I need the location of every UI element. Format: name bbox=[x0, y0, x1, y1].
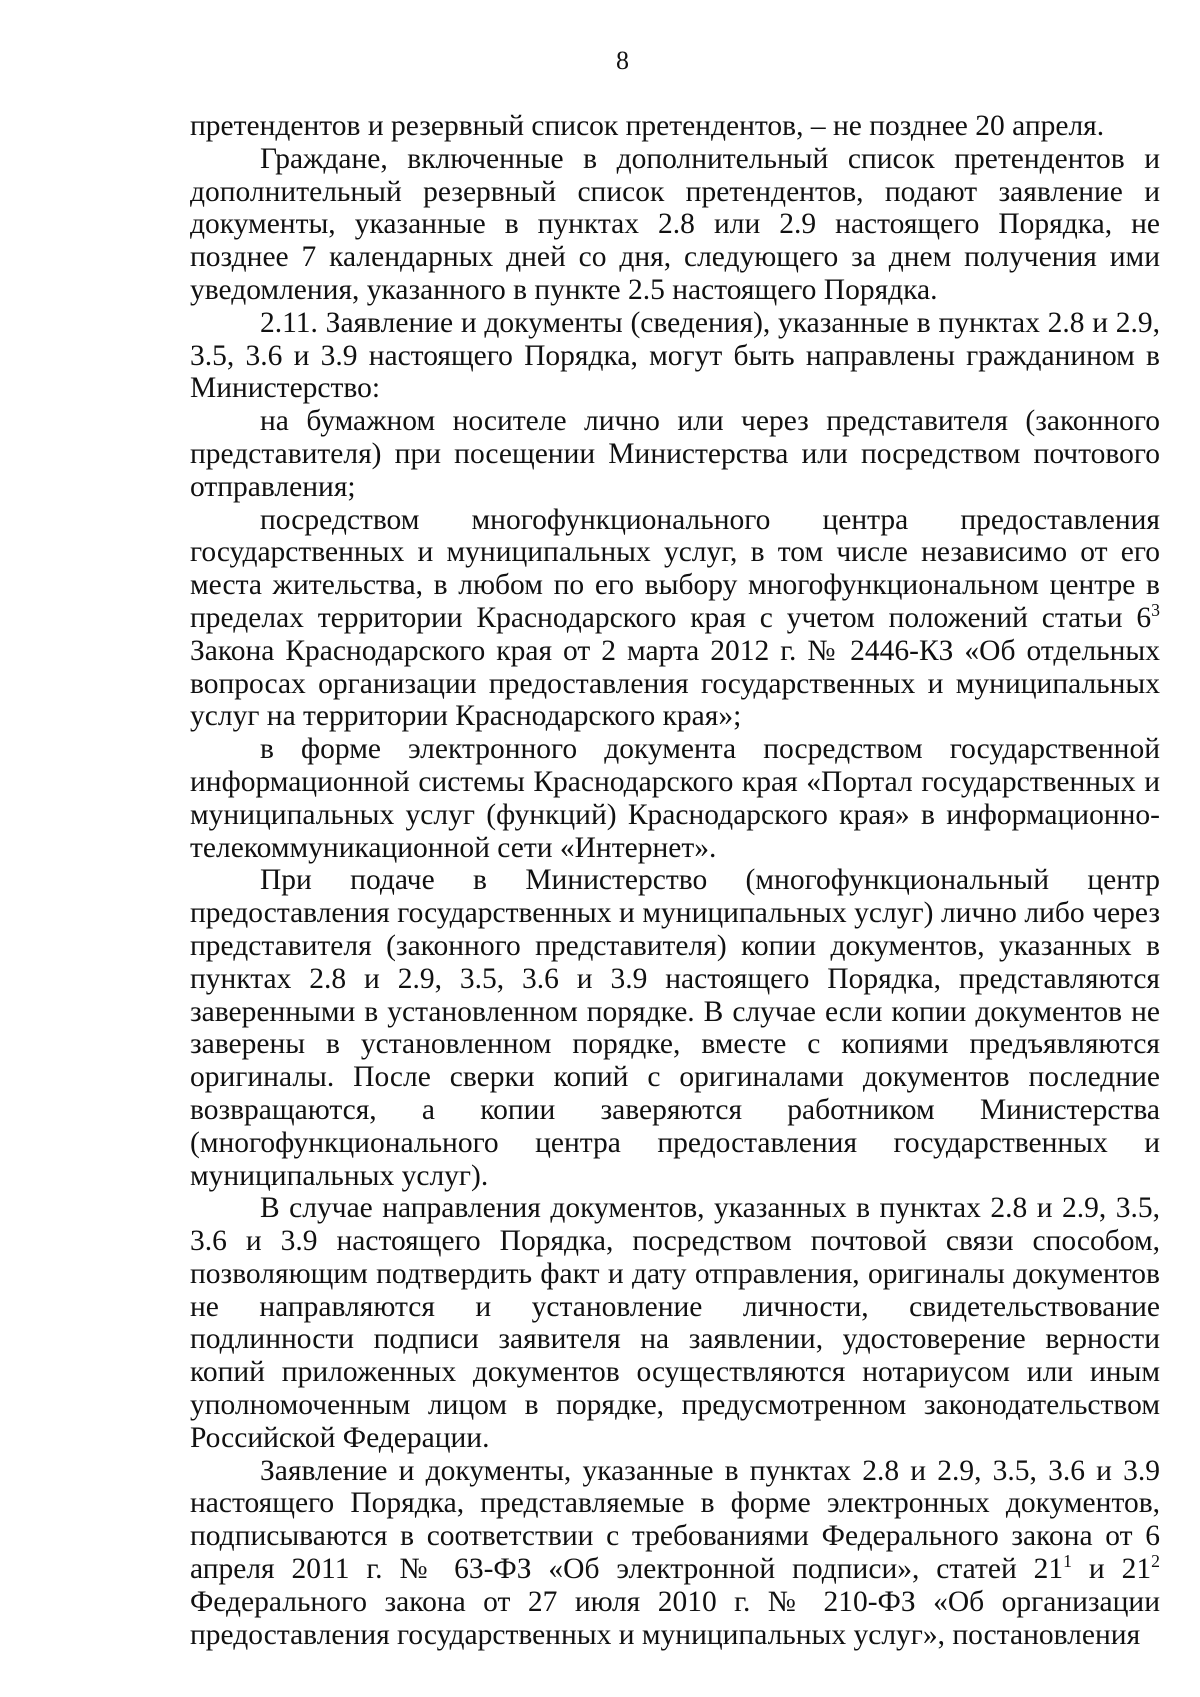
paragraph-additional-list: Граждане, включенные в дополнительный список претендентов и дополнительный резервный список претендентов, подают заявление и документы, указанные в пунктах 2.8 или 2.9 настоящего Порядка, не позднее 7 календарных дней со дня, следующего за днем получения ими уведомления, указанного в пункте 2.5 настоящего Порядка. bbox=[190, 142, 1160, 306]
paragraph-electronic-submission: в форме электронного документа посредством государственной информационной системы Краснодарского края «Портал государственных и муниципальных услуг (функций) Краснодарского края» в информационно-телекоммуникационной сети «Интернет». bbox=[190, 733, 1160, 864]
paragraph-paper-submission: на бумажном носителе лично или через представителя (законного представителя) при посещении Министерства или посредством почтового отправления; bbox=[190, 405, 1160, 503]
superscript: 3 bbox=[1151, 600, 1160, 621]
superscript: 2 bbox=[1151, 1551, 1160, 1572]
paragraph-text: Заявление и документы, указанные в пунктах 2.8 и 2.9, 3.5, 3.6 и 3.9 настоящего Порядка, представляемые в форме электронных документов, подписываются в соответствии с требованиями Федерального закона от 6 апреля 2011 г. № 63-ФЗ «Об электронной подписи», статей 21 bbox=[190, 1454, 1160, 1586]
paragraph-text: посредством многофункционального центра предоставления государственных и муниципальных услуг, в том числе независимо от его места жительства, в любом по его выбору многофункциональном центре в пределах территории Краснодарского края с учетом положений статьи 6 bbox=[190, 503, 1160, 634]
paragraph-2-11: 2.11. Заявление и документы (сведения), указанные в пунктах 2.8 и 2.9, 3.5, 3.6 и 3.9 настоящего Порядка, могут быть направлены гражданином в Министерство: bbox=[190, 306, 1160, 405]
paragraph-postal-submission: В случае направления документов, указанных в пунктах 2.8 и 2.9, 3.5, 3.6 и 3.9 настоящего Порядка, посредством почтовой связи способом, позволяющим подтвердить факт и дату отправления, оригиналы документов не направляются и установление личности, свидетельствование подлинности подписи заявителя на заявлении, удостоверение верности копий приложенных документов осуществляются нотариусом или иным уполномоченным лицом в порядке, предусмотренном законодательством Российской Федерации. bbox=[190, 1192, 1160, 1454]
paragraph-continuation: претендентов и резервный список претендентов, – не позднее 20 апреля. bbox=[190, 110, 1105, 142]
page-number: 8 bbox=[616, 46, 629, 75]
superscript: 1 bbox=[1063, 1551, 1072, 1572]
paragraph-electronic-signature bbox=[190, 1455, 1160, 1652]
paragraph-copies-certification: При подаче в Министерство (многофункциональный центр предоставления государственных и муниципальных услуг) лично либо через представителя (законного представителя) копии документов, указанных в пунктах 2.8 и 2.9, 3.5, 3.6 и 3.9 настоящего Порядка, представляются заверенными в установленном порядке. В случае если копии документов не заверены в установленном порядке, вместе с копиями предъявляются оригиналы. После сверки копий с оригиналами документов последние возвращаются, а копии заверяются работником Министерства (многофункционального центра предоставления государственных и муниципальных услуг). bbox=[190, 864, 1160, 1192]
paragraph-text: Федерального закона от 27 июля 2010 г. № 210-ФЗ «Об организации предоставления государственных и муниципальных услуг», постановления bbox=[190, 1585, 1160, 1651]
paragraph-text: Закона Краснодарского края от 2 марта 2012 г. № 2446-КЗ «Об отдельных вопросах организации предоставления государственных и муниципальных услуг на территории Краснодарского края»; bbox=[190, 634, 1160, 733]
document-body bbox=[190, 110, 1160, 1651]
paragraph-text: и 21 bbox=[1072, 1553, 1152, 1586]
paragraph-mfc-submission bbox=[190, 504, 1160, 734]
